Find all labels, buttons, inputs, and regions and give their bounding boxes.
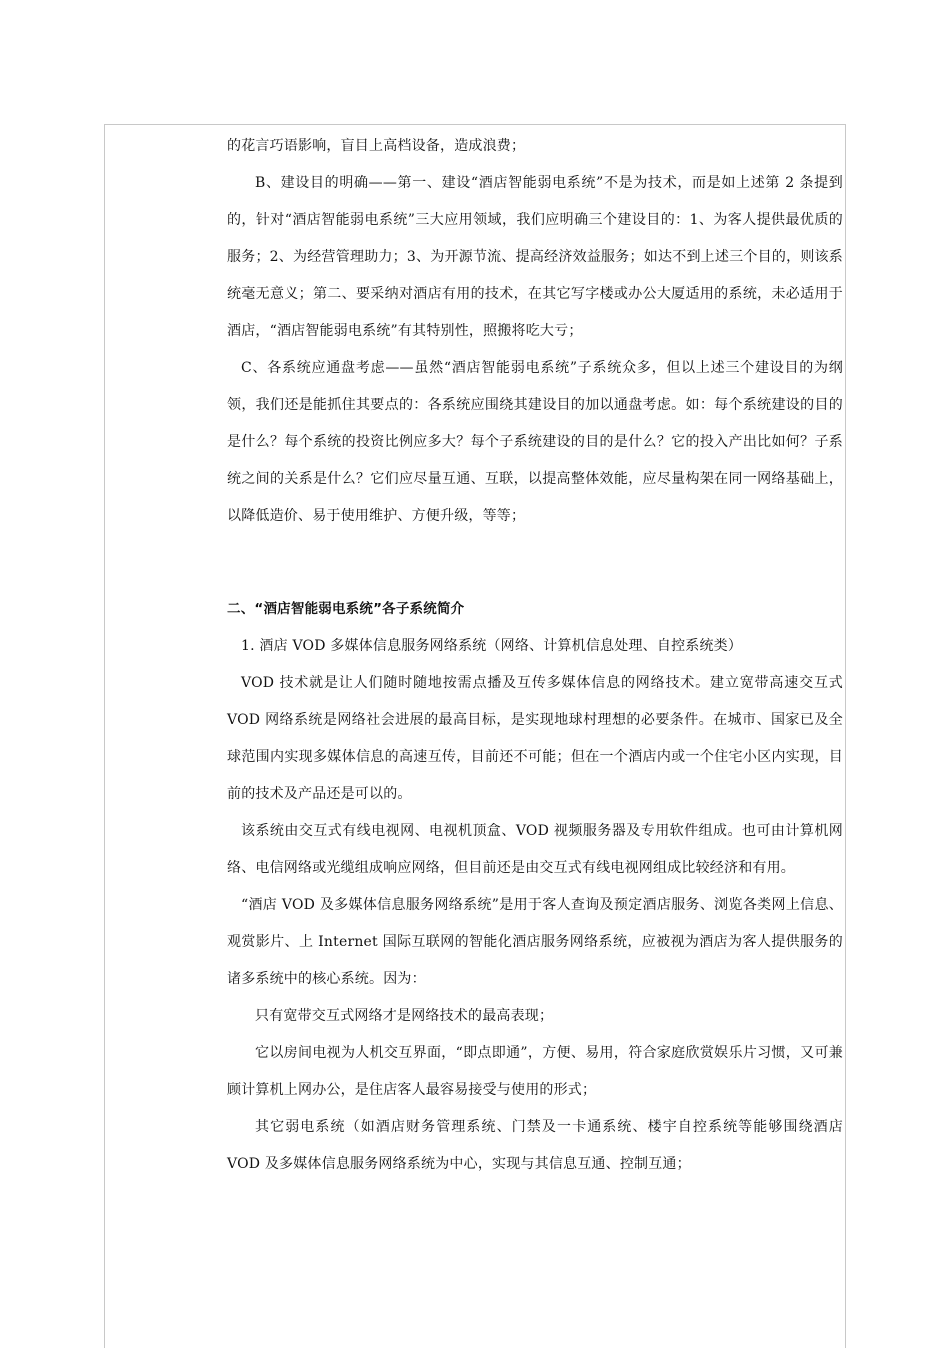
paragraph: 1. 酒店 VOD 多媒体信息服务网络系统（网络、计算机信息处理、自控系统类） <box>241 638 743 654</box>
section-heading: 二、“酒店智能弱电系统”各子系统简介 <box>227 601 465 617</box>
spacer <box>227 535 843 591</box>
paragraph: VOD 技术就是让人们随时随地按需点播及互传多媒体信息的网络技术。建立宽带高速交互式 VOD 网络系统是网络社会进展的最高目标，是实现地球村理想的必要条件。在城市、国家已及全球范围内实现多媒体信息的高速互传，目前还不可能；但在一个酒店内或一个住宅小区内实现，目前的技术及产品还是可以的。 <box>227 675 843 802</box>
paragraph: “酒店 VOD 及多媒体信息服务网络系统”是用于客人查询及预定酒店服务、浏览各类网上信息、观赏影片、上 Internet 国际互联网的智能化酒店服务网络系统，应被视为酒店为客人提供服务的诸多系统中的核心系统。因为： <box>227 897 843 987</box>
paragraph: 它以房间电视为人机交互界面，“即点即通”，方便、易用，符合家庭欣赏娱乐片习惯，又可兼顾计算机上网办公，是住店客人最容易接受与使用的形式； <box>227 1045 843 1098</box>
paragraph: 其它弱电系统（如酒店财务管理系统、门禁及一卡通系统、楼宇自控系统等能够围绕酒店 VOD 及多媒体信息服务网络系统为中心，实现与其信息互通、控制互通； <box>227 1119 843 1172</box>
paragraph: 该系统由交互式有线电视网、电视机顶盒、VOD 视频服务器及专用软件组成。也可由计算机网络、电信网络或光缆组成响应网络，但目前还是由交互式有线电视网组成比较经济和有用。 <box>227 823 843 876</box>
paragraph: 的花言巧语影响，盲目上高档设备，造成浪费； <box>227 138 526 154</box>
document-body <box>227 128 843 1183</box>
paragraph: C、各系统应通盘考虑——虽然“酒店智能弱电系统”子系统众多，但以上述三个建设目的为纲领，我们还是能抓住其要点的：各系统应围绕其建设目的加以通盘考虑。如：每个系统建设的目的是什么？每个系统的投资比例应多大？每个子系统建设的目的是什么？它的投入产出比如何？子系统之间的关系是什么？它们应尽量互通、互联，以提高整体效能，应尽量构架在同一网络基础上，以降低造价、易于使用维护、方便升级，等等； <box>227 360 843 524</box>
paragraph: B、建设目的明确——第一、建设“酒店智能弱电系统”不是为技术，而是如上述第 2 条提到的，针对“酒店智能弱电系统”三大应用领域，我们应明确三个建设目的：1、为客人提供最优质的服务；2、为经营管理助力；3、为开源节流、提高经济效益服务；如达不到上述三个目的，则该系统毫无意义；第二、要采纳对酒店有用的技术，在其它写字楼或办公大厦适用的系统，未必适用于酒店，“酒店智能弱电系统”有其特别性，照搬将吃大亏； <box>227 175 843 339</box>
paragraph: 只有宽带交互式网络才是网络技术的最高表现； <box>255 1008 554 1024</box>
